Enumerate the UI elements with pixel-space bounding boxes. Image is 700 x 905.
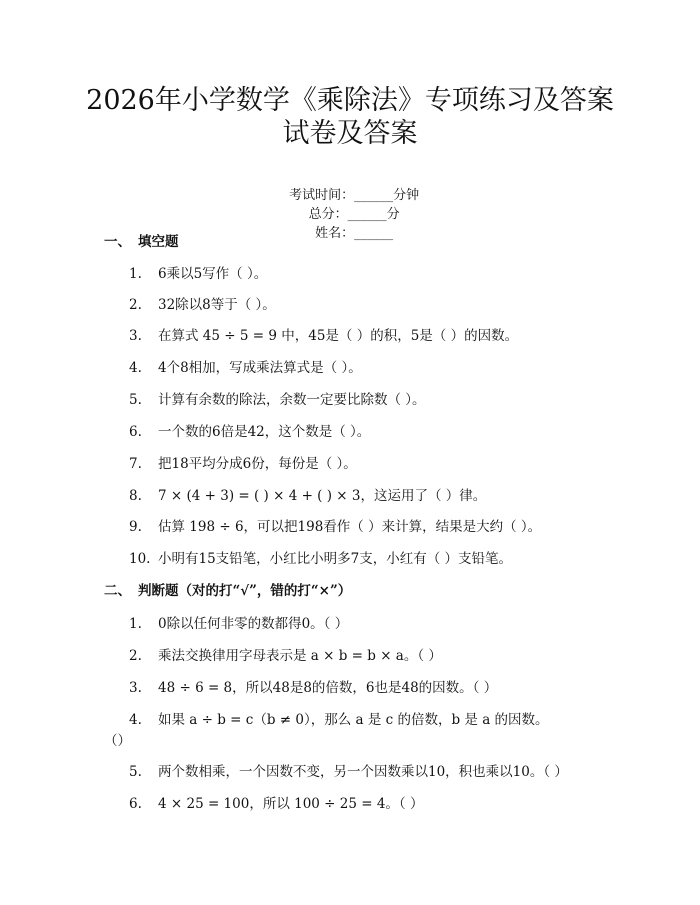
student-name: 姓名：______ — [315, 226, 394, 241]
question-text: 小明有15支铅笔，小红比小明多7支，小红有（ ）支铅笔。 — [158, 551, 513, 567]
question-text: 在算式 45 ÷ 5 = 9 中，45是（ ）的积，5是（ ）的因数。 — [158, 328, 519, 344]
question-item — [129, 644, 442, 664]
question-text: 7 × (4 + 3) = ( ) × 4 + ( ) × 3，这运用了（ ）律。 — [158, 488, 487, 504]
question-number: 2. — [129, 648, 142, 664]
question-item — [129, 612, 348, 632]
question-item — [129, 547, 512, 567]
question-text: 如果 a ÷ b = c（b ≠ 0），那么 a 是 c 的倍数，b 是 a 的因数。 — [158, 712, 549, 728]
question-number: 4. — [129, 712, 142, 728]
question-number: 6. — [129, 796, 142, 812]
question-text: 4个8相加，写成乘法算式是（ ）。 — [158, 360, 362, 376]
question-item — [129, 760, 568, 780]
section-heading — [104, 230, 179, 250]
section-number: 二、 — [104, 583, 131, 599]
section-number: 一、 — [104, 234, 131, 250]
page-title: 2026年小学数学《乘除法》专项练习及答案 — [86, 85, 614, 116]
question-number: 1. — [129, 266, 142, 282]
question-item — [129, 420, 370, 440]
question-item — [129, 356, 362, 376]
question-text: 4 × 25 = 100，所以 100 ÷ 25 = 4。（ ） — [158, 796, 424, 812]
question-text: 把18平均分成6份，每份是（ ）。 — [158, 456, 357, 472]
question-text: 48 ÷ 6 = 8，所以48是8的倍数，6也是48的因数。（ ） — [158, 680, 498, 696]
question-number: 4. — [129, 360, 142, 376]
question-number: 9. — [129, 519, 142, 535]
question-number: 8. — [129, 488, 142, 504]
question-text: 两个数相乘，一个因数不变，另一个因数乘以10，积也乘以10。（ ） — [158, 764, 568, 780]
question-number: 5. — [129, 392, 142, 408]
question-text: 0除以任何非零的数都得0。（ ） — [158, 616, 349, 632]
question-text: 估算 198 ÷ 6，可以把198看作（ ）来计算，结果是大约（ ）。 — [158, 519, 542, 535]
question-item — [129, 452, 357, 472]
question-number: 2. — [129, 297, 142, 313]
question-text: 6乘以5写作（ ）。 — [158, 266, 268, 282]
exam-time: 考试时间：______分钟 — [289, 188, 420, 203]
question-item — [129, 708, 549, 728]
question-item — [129, 388, 426, 408]
section-title: 填空题 — [138, 234, 179, 250]
question-number: 1. — [129, 616, 142, 632]
question-text: 乘法交换律用字母表示是 a × b = b × a。（ ） — [158, 648, 442, 664]
question-text: 32除以8等于（ ）。 — [158, 297, 276, 313]
question-number: 10. — [129, 551, 151, 567]
page-title-line2: 试卷及答案 — [282, 118, 418, 149]
question-item — [129, 792, 423, 812]
exam-score: 总分：______分 — [308, 207, 400, 222]
question-text: 计算有余数的除法，余数一定要比除数（ ）。 — [158, 392, 426, 408]
question-item — [129, 293, 276, 313]
section-title: 判断题（对的打“√”，错的打“×”） — [138, 583, 352, 599]
question-number: 3. — [129, 680, 142, 696]
question-number: 7. — [129, 456, 142, 472]
question-number: 3. — [129, 328, 142, 344]
section-heading — [104, 579, 351, 599]
question-text: 一个数的6倍是42，这个数是（ ）。 — [158, 424, 371, 440]
question-number: 6. — [129, 424, 142, 440]
question-continuation: （） — [104, 733, 131, 749]
question-item — [129, 484, 486, 504]
question-item — [129, 676, 497, 696]
question-number: 5. — [129, 764, 142, 780]
question-item — [129, 515, 541, 535]
question-item — [129, 324, 518, 344]
question-item — [129, 262, 267, 282]
